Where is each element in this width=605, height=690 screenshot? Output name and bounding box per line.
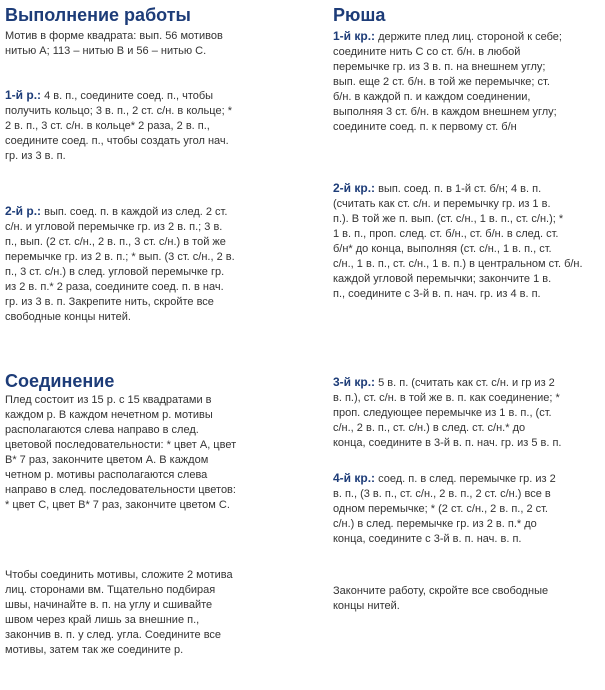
row-2-text: вып. соед. п. в каждой из след. 2 ст. с/н. и угловой перемычке гр. из 2 в. п.; 3 в. п., вып. (2 ст. с/н., 2 в. п., 3 ст. с/н.) в той же перемычке гр. из 2 в. п.; * вып. (3 ст. с/н., 2 в. п., 3 ст. с/н.) в след. угловой перемычке гр. из 2 в. п.* 2 раза, соедините соед. п. в нач. гр. из 3 в. п. Закрепите нить, скройте все свободные концы нитей. xyxy=(5,206,235,323)
frill-round-4 xyxy=(333,471,556,547)
join-paragraph-1: Плед состоит из 15 р. с 15 квадратами в каждом р. В каждом нечетном р. мотивы располагаются слева направо в след. цветовой последовательности: * цвет А, цвет В* 7 раз, закончите цветом А. В каждом четном р. мотивы располагаются слева направо в след. последовательности цветов: * цвет С, цвет В* 7 раз, закончите цветом С. xyxy=(5,394,237,511)
work-intro-text: Мотив в форме квадрата: вып. 56 мотивов нитью А; 113 – нитью В и 56 – нитью С. xyxy=(5,30,223,57)
frill-round-1 xyxy=(333,29,562,135)
round-3-label: 3-й кр.: xyxy=(333,375,376,389)
round-3-text: 5 в. п. (считать как ст. с/н. и гр из 2 в. п.), ст. с/н. в той же в. п. как соединение; * проп. следующее перемычке из 1 в. п., (ст. с/н., 2 в. п., ст. с/н.) в след. ст. с/н.* до конца, соедините в 3-й в. п. нач. гр. из 5 в. п. xyxy=(333,377,562,449)
frill-round-2 xyxy=(333,181,583,302)
work-row-1 xyxy=(5,88,232,164)
join-paragraph-2: Чтобы соединить мотивы, сложите 2 мотива лиц. сторонами вм. Тщательно подбирая швы, начинайте в. п. на углу и сшивайте швом через край лишь за внешние п., закончив в. п. у след. угла. Соедините все мотивы, затем так же соедините р. xyxy=(5,569,233,656)
round-2-text: вып. соед. п. в 1-й ст. б/н; 4 в. п. (считать как ст. с/н. и перемычку гр. из 1 в. п.). В той же п. вып. (ст. с/н., 1 в. п., ст. с/н.); * 1 в. п., проп. след. ст. б/н., ст. б/н. в след. ст. б/н* до конца, выполняя (ст. с/н., 1 в. п., ст. с/н., 1 в. п., ст. с/н., 1 в. п.) в центральном ст. б/н. каждой угловой перемычки; закончите 1 в. п., соедините с 3-й в. п. нач. гр. из 4 в. п. xyxy=(333,183,583,300)
round-1-label: 1-й кр.: xyxy=(333,29,376,43)
work-row-2 xyxy=(5,204,235,325)
frill-finish-text: Закончите работу, скройте все свободные концы нитей. xyxy=(333,585,549,612)
row-1-label: 1-й р.: xyxy=(5,88,42,102)
round-4-text: соед. п. в след. перемычке гр. из 2 в. п., (3 в. п., ст. с/н., 2 в. п., 2 ст. с/н.) все в одном перемычке; * (2 ст. с/н., 2 в. п., 2 ст. с/н.) в след. перемычке гр. из 2 в. п.* до конца, соедините с 3-й в. п. нач. в. п. xyxy=(333,473,556,545)
section-title-frill: Рюша xyxy=(333,5,386,25)
section-title-join: Соединение xyxy=(5,371,115,391)
row-2-label: 2-й р.: xyxy=(5,204,42,218)
section-title-work: Выполнение работы xyxy=(5,5,191,25)
round-4-label: 4-й кр.: xyxy=(333,471,376,485)
row-1-text: 4 в. п., соедините соед. п., чтобы получить кольцо; 3 в. п., 2 ст. с/н. в кольце; * 2 в. п., 3 ст. с/н. в кольце* 2 раза, 2 в. п., соедините соед. п., чтобы создать угол нач. гр. из 3 в. п. xyxy=(5,90,232,162)
frill-round-3 xyxy=(333,375,561,451)
round-2-label: 2-й кр.: xyxy=(333,181,376,195)
round-1-text: держите плед лиц. стороной к себе; соедините нить С со ст. б/н. в любой перемычке гр. из 3 в. п. на внешнем углу; вып. еще 2 ст. б/н. в той же перемычке; ст. б/н. в каждой п. и каждом соединении, выполняя 3 ст. б/н. в каждом внешнем углу; соедините соед. п. к первому ст. б/н xyxy=(333,31,562,133)
